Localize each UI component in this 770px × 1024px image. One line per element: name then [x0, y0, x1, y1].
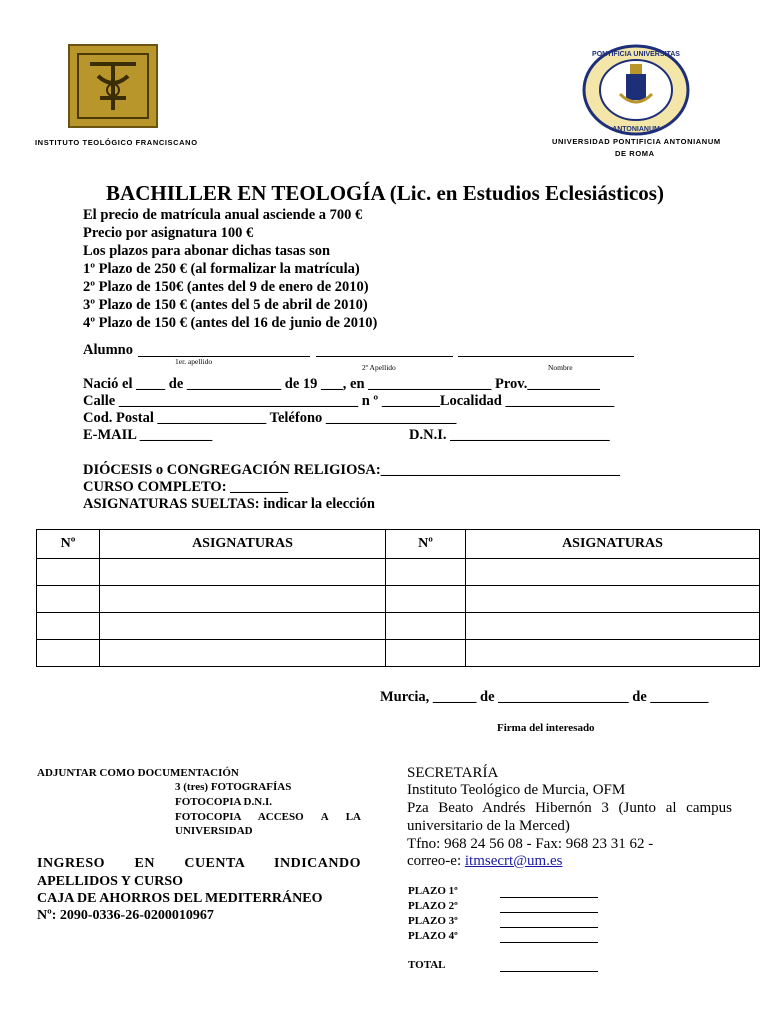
curso-line[interactable]: CURSO COMPLETO: ________ [83, 479, 289, 495]
table-cell[interactable] [37, 640, 100, 667]
documentation-item: UNIVERSIDAD [175, 825, 253, 837]
table-row [37, 640, 760, 667]
table-cell[interactable] [386, 613, 466, 640]
apellido1-caption: 1er. apellido [175, 357, 213, 366]
nombre-caption: Nombre [548, 363, 573, 372]
secretaria-line: Instituto Teológico de Murcia, OFM [407, 782, 626, 798]
right-institution-line1: UNIVERSIDAD PONTIFICIA ANTONIANUM [552, 137, 721, 146]
documentation-item: 3 (tres) FOTOGRAFÍAS [175, 781, 292, 793]
fee-line: 2º Plazo de 150€ (antes del 9 de enero de 2010) [83, 279, 369, 295]
university-seal-icon [580, 44, 692, 136]
total-label: TOTAL [408, 959, 446, 971]
alumno-label: Alumno [83, 342, 133, 358]
franciscan-institute-logo [68, 44, 158, 128]
table-row [37, 613, 760, 640]
plazo-label: PLAZO 3º [408, 915, 458, 927]
table-cell[interactable] [100, 559, 386, 586]
table-row [37, 586, 760, 613]
fee-line: 3º Plazo de 150 € (antes del 5 de abril de 2010) [83, 297, 368, 313]
secretaria-email-row [407, 852, 562, 871]
signature-caption: Firma del interesado [497, 722, 595, 734]
diocesis-line[interactable]: DIÓCESIS o CONGREGACIÓN RELIGIOSA:_________________________________ [83, 462, 620, 478]
fees-list [83, 206, 377, 332]
plazo-label: PLAZO 1º [408, 885, 458, 897]
table-cell[interactable] [100, 640, 386, 667]
table-cell[interactable] [37, 586, 100, 613]
fee-line: Precio por asignatura 100 € [83, 225, 254, 241]
table-cell[interactable] [386, 640, 466, 667]
documentation-item: FOTOCOPIA ACCESO A LA [175, 811, 361, 823]
table-cell[interactable] [386, 559, 466, 586]
table-header-row [37, 530, 760, 559]
apellido2-caption: 2º Apellido [362, 363, 396, 372]
plazo-label: PLAZO 4º [408, 930, 458, 942]
postal-line[interactable]: Cod. Postal _______________ Teléfono __________________ [83, 410, 457, 426]
email-link[interactable]: itmsecrt@um.es [464, 853, 563, 869]
left-institution-name: INSTITUTO TEOLÓGICO FRANCISCANO [35, 138, 198, 147]
table-cell[interactable] [100, 586, 386, 613]
secretaria-heading: SECRETARÍA [407, 765, 499, 781]
table-cell[interactable] [466, 613, 760, 640]
antonianum-seal [580, 44, 692, 134]
plazo2-field[interactable] [500, 912, 598, 913]
secretaria-line: universitario de la Merced) [407, 818, 570, 834]
right-institution-line2: DE ROMA [615, 149, 655, 158]
fee-line: Los plazos para abonar dichas tasas son [83, 243, 331, 259]
table-cell[interactable] [37, 613, 100, 640]
apellido1-field[interactable] [138, 356, 310, 357]
total-field[interactable] [500, 971, 598, 972]
subjects-table [36, 529, 760, 667]
documentation-item: FOTOCOPIA D.N.I. [175, 796, 272, 808]
table-cell[interactable] [466, 559, 760, 586]
table-cell[interactable] [100, 613, 386, 640]
fee-line: 4º Plazo de 150 € (antes del 16 de junio de 2010) [83, 315, 378, 331]
seal-text-top: PONTIFICIA UNIVERSITAS [592, 51, 680, 58]
table-cell[interactable] [386, 586, 466, 613]
dni-line[interactable]: D.N.I. ______________________ [409, 427, 610, 443]
documentation-heading: ADJUNTAR COMO DOCUMENTACIÓN [37, 767, 239, 779]
plazo1-field[interactable] [500, 897, 598, 898]
plazo4-field[interactable] [500, 942, 598, 943]
secretaria-line: Pza Beato Andrés Hibernón 3 (Junto al campus [407, 800, 732, 816]
table-row [37, 559, 760, 586]
fee-line: 1º Plazo de 250 € (al formalizar la matrícula) [83, 261, 360, 277]
franciscan-emblem-icon [70, 46, 156, 126]
ingreso-line: CAJA DE AHORROS DEL MEDITERRÁNEO [37, 891, 323, 906]
plazo3-field[interactable] [500, 927, 598, 928]
apellido2-field[interactable] [316, 356, 453, 357]
table-cell[interactable] [37, 559, 100, 586]
nombre-field[interactable] [458, 356, 634, 357]
page-title: BACHILLER EN TEOLOGÍA (Lic. en Estudios Eclesiásticos) [106, 181, 664, 205]
nacio-line[interactable]: Nació el ____ de _____________ de 19 ___, en _________________ Prov.__________ [83, 376, 600, 392]
column-header: Nº [386, 530, 466, 559]
ingreso-line: APELLIDOS Y CURSO [37, 874, 183, 889]
column-header: ASIGNATURAS [100, 530, 386, 559]
column-header: ASIGNATURAS [466, 530, 760, 559]
seal-text-bottom: ANTONIANUM [612, 126, 660, 133]
fee-line: El precio de matrícula anual asciende a 700 € [83, 207, 363, 223]
table-cell[interactable] [466, 586, 760, 613]
sueltas-line: ASIGNATURAS SUELTAS: indicar la elección [83, 496, 375, 512]
account-number: Nº: 2090-0336-26-0200010967 [37, 908, 214, 923]
column-header: Nº [37, 530, 100, 559]
calle-line[interactable]: Calle _________________________________ n º ________Localidad _______________ [83, 393, 615, 409]
ingreso-line: INGRESO EN CUENTA INDICANDO [37, 856, 361, 871]
plazo-label: PLAZO 2º [408, 900, 458, 912]
secretaria-line: Tfno: 968 24 56 08 - Fax: 968 23 31 62 - [407, 836, 654, 852]
email-prefix: correo-e: [407, 853, 465, 869]
table-cell[interactable] [466, 640, 760, 667]
email-line[interactable]: E-MAIL __________ [83, 427, 213, 443]
place-date-line[interactable]: Murcia, ______ de __________________ de ________ [380, 689, 709, 705]
